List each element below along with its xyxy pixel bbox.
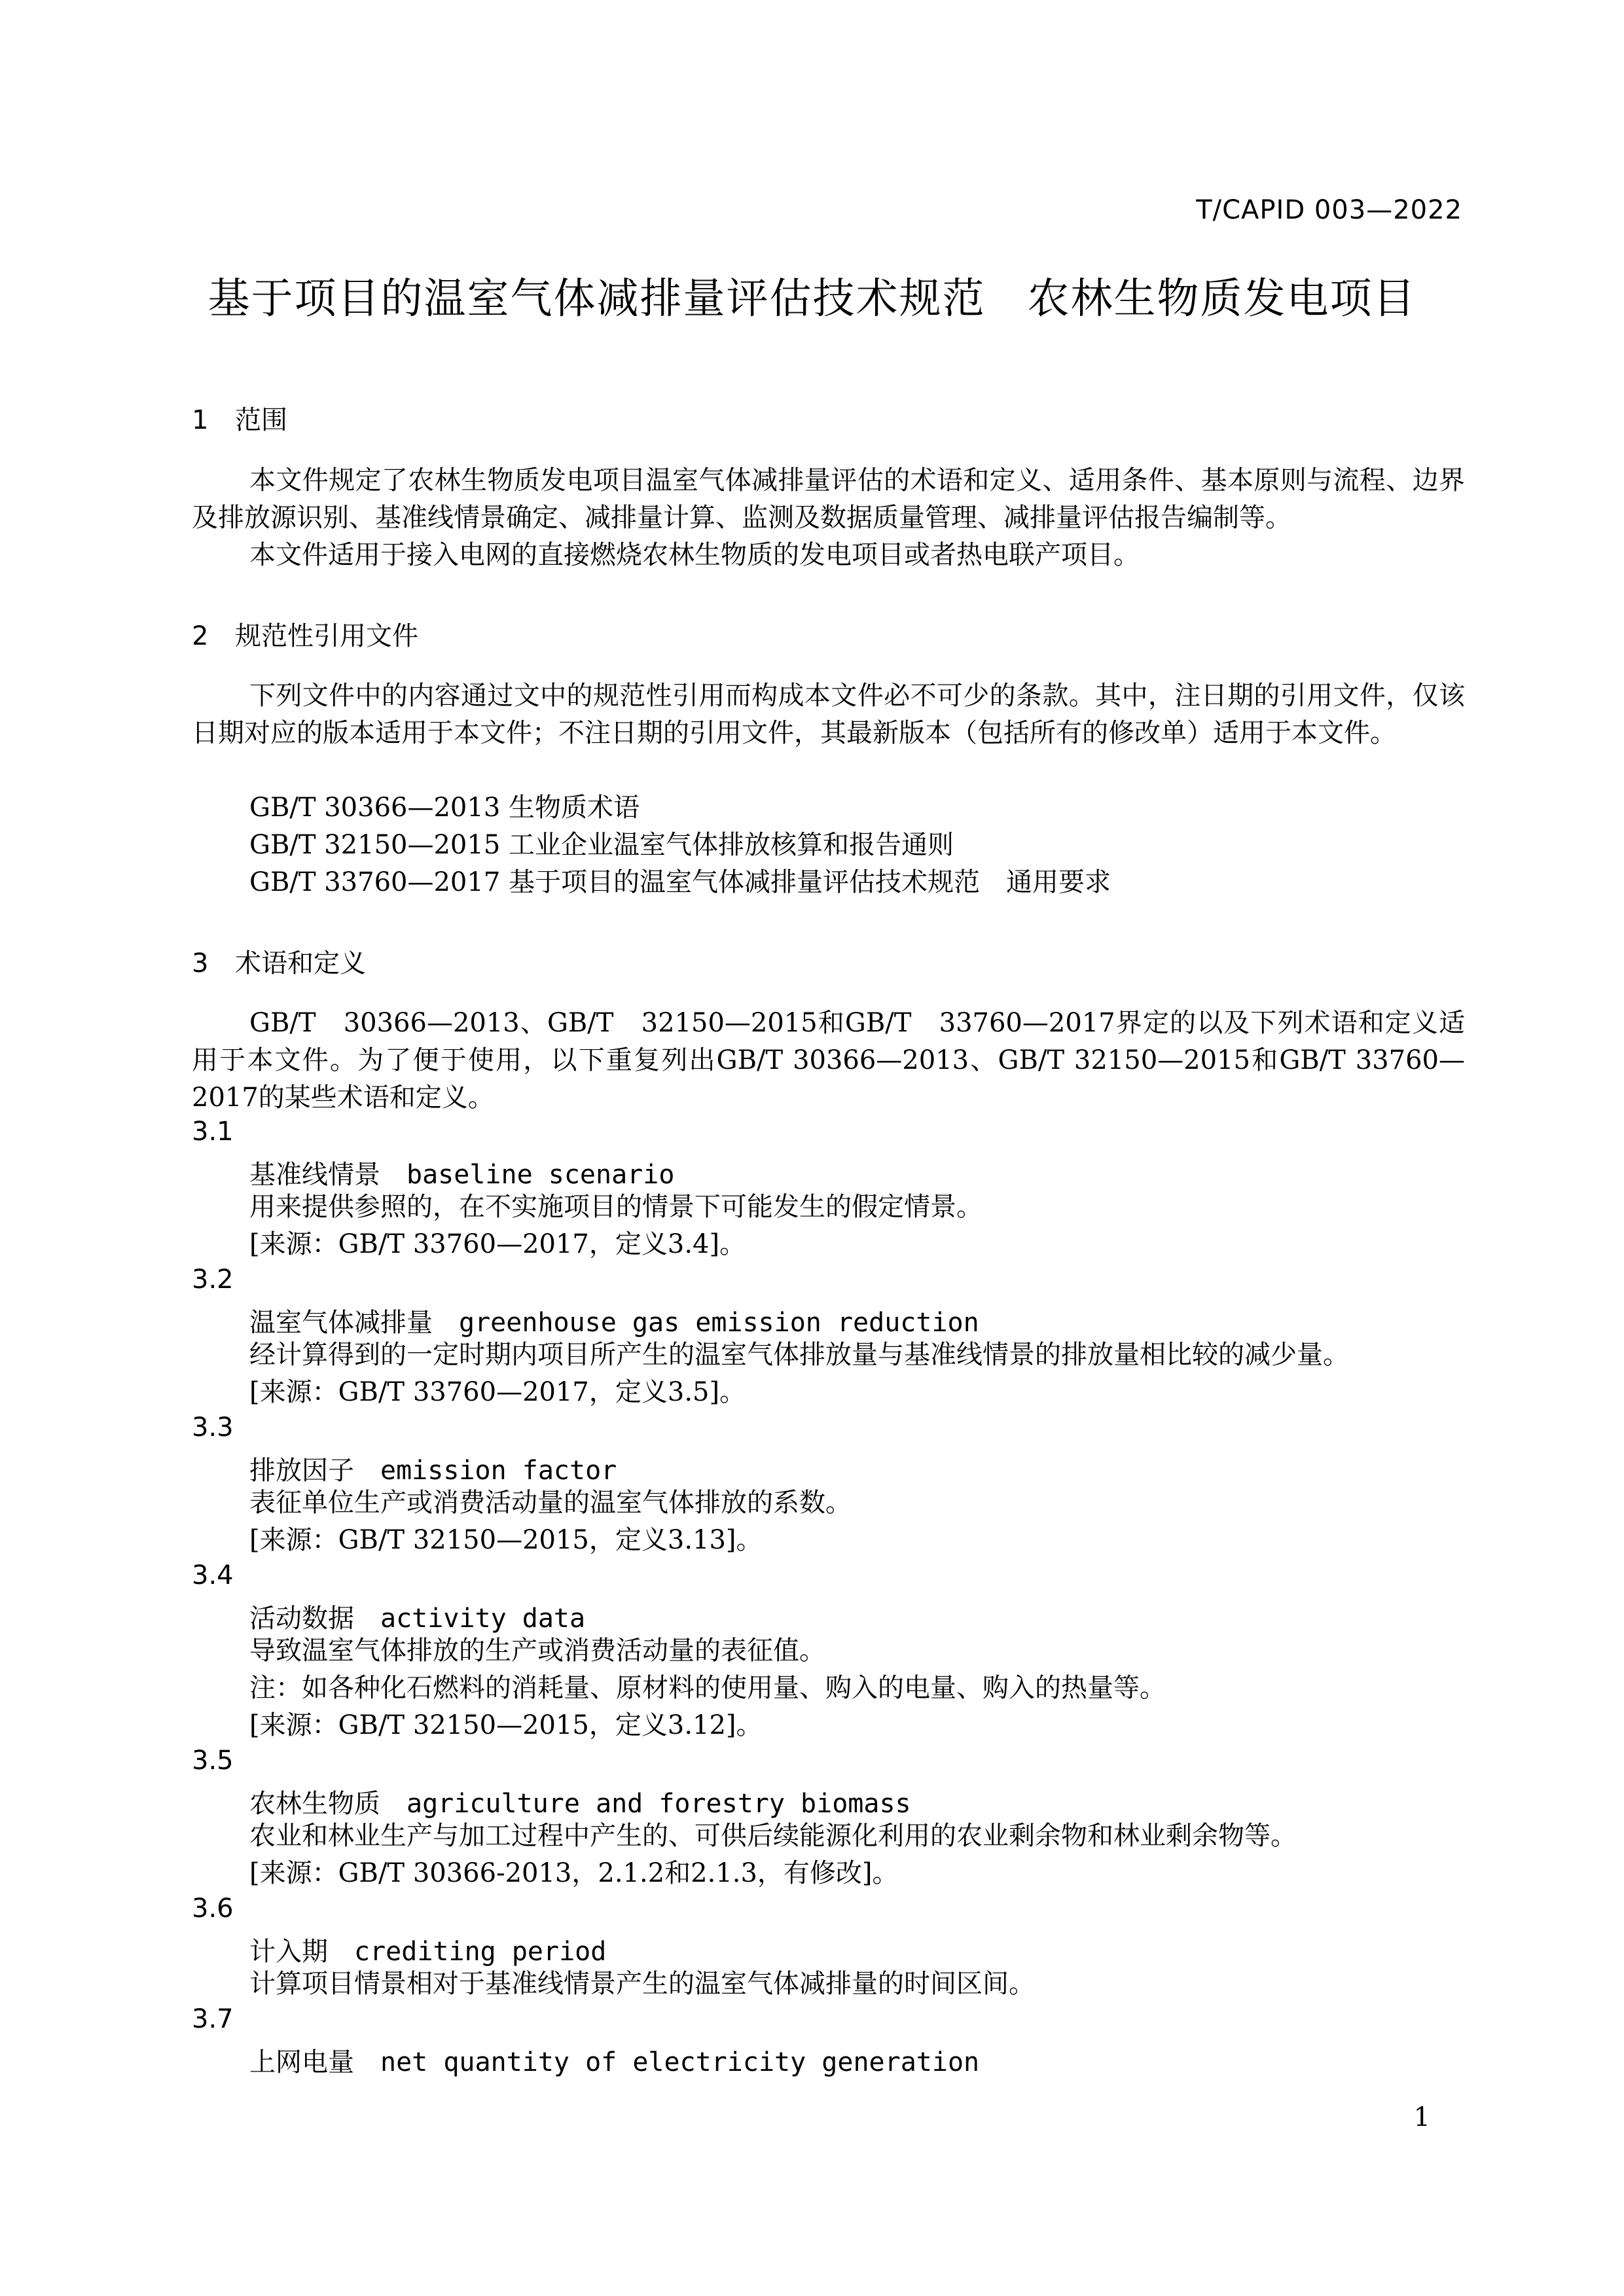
title-sub: 农林生物质发电项目 — [1027, 275, 1416, 323]
term-heading — [249, 1931, 606, 1968]
term-heading — [249, 1598, 585, 1635]
term-en: agriculture and forestry biomass — [406, 1789, 911, 1819]
term-heading — [249, 1302, 979, 1339]
term-en: greenhouse gas emission reduction — [459, 1308, 979, 1338]
term-zh: 排放因子 — [249, 1456, 354, 1486]
paragraph: 下列文件中的内容通过文中的规范性引用而构成本文件必不可少的条款。其中，注日期的引用文件，仅该日期对应的版本适用于本文件；不注日期的引用文件，其最新版本（包括所有的修改单）适用于本文件。 — [192, 681, 1465, 748]
section-number: 1 — [192, 405, 209, 435]
section-heading-1 — [192, 399, 287, 437]
term-number: 3.6 — [192, 1893, 234, 1924]
term-source: [来源：GB/T 32150—2015，定义3.12]。 — [249, 1710, 763, 1740]
section-title: 术语和定义 — [235, 948, 366, 978]
section-title: 范围 — [235, 405, 287, 435]
section-heading-3 — [192, 942, 366, 980]
reference-title: 工业企业温室气体排放核算和报告通则 — [509, 830, 954, 860]
term-number: 3.4 — [192, 1560, 234, 1590]
term-zh: 计入期 — [249, 1937, 328, 1967]
term-heading — [249, 1783, 911, 1820]
term-zh: 基准线情景 — [249, 1160, 380, 1190]
reference-item — [249, 789, 640, 827]
term-en: emission factor — [380, 1456, 617, 1486]
term-zh: 温室气体减排量 — [249, 1308, 433, 1338]
reference-code: GB/T 33760—2017 — [249, 867, 501, 897]
term-source: [来源：GB/T 33760—2017，定义3.4]。 — [249, 1229, 746, 1259]
term-definition: 表征单位生产或消费活动量的温室气体排放的系数。 — [249, 1488, 852, 1518]
term-heading — [249, 2041, 979, 2079]
term-en: activity data — [380, 1604, 586, 1634]
term-number: 3.7 — [192, 2004, 234, 2034]
term-source: [来源：GB/T 32150—2015，定义3.13]。 — [249, 1525, 763, 1555]
reference-item — [249, 827, 954, 864]
paragraph: 本文件规定了农林生物质发电项目温室气体减排量评估的术语和定义、适用条件、基本原则与流程、边界及排放源识别、基准线情景确定、减排量计算、监测及数据质量管理、减排量评估报告编制等。 — [192, 465, 1465, 533]
section-heading-2 — [192, 615, 418, 653]
reference-title: 基于项目的温室气体减排量评估技术规范 通用要求 — [509, 867, 1111, 897]
term-number: 3.3 — [192, 1412, 234, 1443]
term-number: 3.1 — [192, 1117, 234, 1147]
term-heading — [249, 1450, 617, 1487]
term-source: [来源：GB/T 33760—2017，定义3.5]。 — [249, 1377, 746, 1407]
term-zh: 农林生物质 — [249, 1789, 380, 1819]
term-heading — [249, 1154, 674, 1191]
term-zh: 活动数据 — [249, 1604, 354, 1634]
document-title — [0, 265, 1624, 325]
paragraph: 本文件适用于接入电网的直接燃烧农林生物质的发电项目或者热电联产项目。 — [249, 540, 1140, 570]
term-en: baseline scenario — [406, 1160, 675, 1190]
term-source: [来源：GB/T 30366-2013，2.1.2和2.1.3，有修改]。 — [249, 1858, 899, 1888]
document-code: T/CAPID 003—2022 — [1196, 195, 1462, 225]
term-zh: 上网电量 — [249, 2047, 354, 2077]
term-number: 3.2 — [192, 1265, 234, 1295]
term-number: 3.5 — [192, 1746, 234, 1776]
reference-code: GB/T 32150—2015 — [249, 830, 501, 860]
term-definition: 用来提供参照的，在不实施项目的情景下可能发生的假定情景。 — [249, 1192, 983, 1222]
term-en: crediting period — [354, 1937, 607, 1967]
section-title: 规范性引用文件 — [235, 621, 418, 651]
reference-code: GB/T 30366—2013 — [249, 793, 501, 823]
term-definition: 计算项目情景相对于基准线情景产生的温室气体减排量的时间区间。 — [249, 1969, 1035, 1999]
paragraph: GB/T 30366—2013、GB/T 32150—2015和GB/T 33760—2017界定的以及下列术语和定义适用于本文件。为了便于使用，以下重复列出GB/T 30366—2013、GB/T 32150—2015和GB/T 33760—2017的某些术语和定义。 — [192, 1008, 1465, 1113]
page-number: 1 — [1413, 2102, 1430, 2132]
term-note: 注：如各种化石燃料的消耗量、原材料的使用量、购入的电量、购入的热量等。 — [249, 1673, 1166, 1703]
term-definition: 农业和林业生产与加工过程中产生的、可供后续能源化利用的农业剩余物和林业剩余物等。 — [249, 1821, 1297, 1851]
reference-title: 生物质术语 — [509, 793, 640, 823]
term-definition: 经计算得到的一定时期内项目所产生的温室气体排放量与基准线情景的排放量相比较的减少量。 — [249, 1340, 1349, 1370]
reference-item — [249, 864, 1111, 901]
section-number: 2 — [192, 621, 209, 651]
term-en: net quantity of electricity generation — [380, 2047, 980, 2077]
section-number: 3 — [192, 948, 209, 978]
term-definition: 导致温室气体排放的生产或消费活动量的表征值。 — [249, 1636, 825, 1666]
title-main: 基于项目的温室气体减排量评估技术规范 — [208, 275, 986, 323]
